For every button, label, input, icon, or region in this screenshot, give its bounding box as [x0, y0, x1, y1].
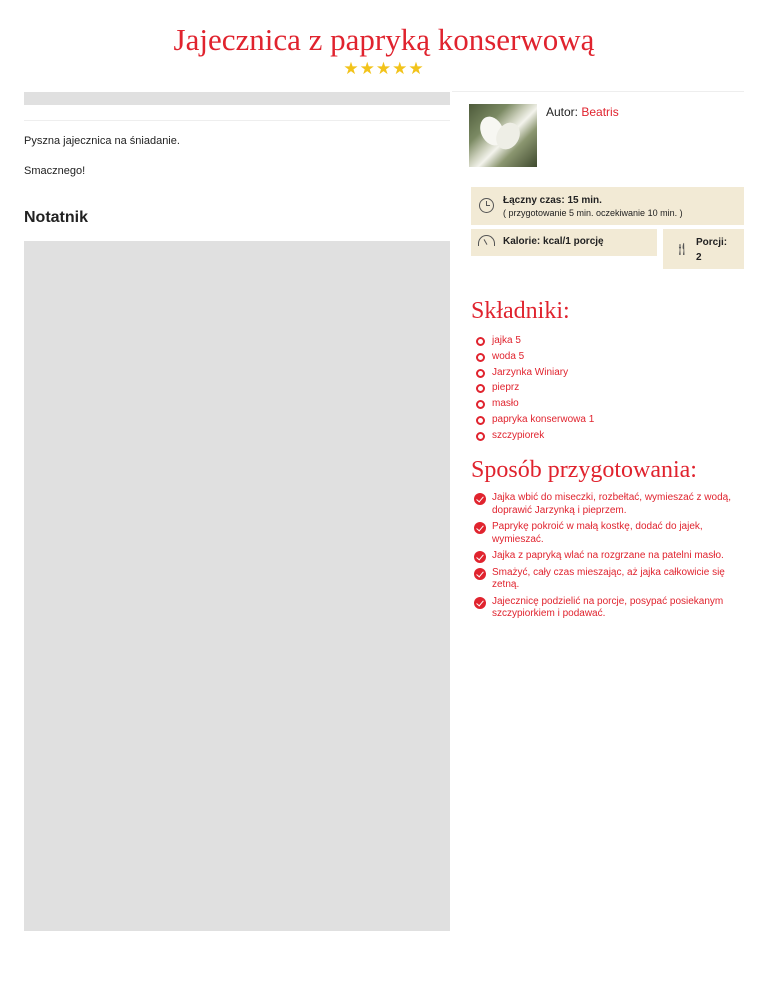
list-item[interactable]: papryka konserwowa 1	[475, 412, 594, 428]
check-icon	[474, 522, 486, 534]
bullet-icon	[476, 384, 485, 393]
recipe-title: Jajecznica z papryką konserwową	[173, 22, 595, 57]
time-panel	[471, 187, 744, 225]
check-icon	[474, 568, 486, 580]
description-text-2: Smacznego!	[24, 165, 86, 177]
description-text: Pyszna jajecznica na śniadanie.	[24, 135, 180, 147]
bullet-icon	[476, 353, 485, 362]
gauge-icon	[478, 235, 495, 246]
check-icon	[474, 551, 486, 563]
step-item[interactable]: Smażyć, cały czas mieszając, aż jajka całkowicie się zetną.	[474, 567, 744, 592]
check-icon	[474, 493, 486, 505]
total-time: Łączny czas: 15 min.	[503, 195, 602, 206]
step-item[interactable]: Jajka z papryką wlać na rozgrzane na patelni masło.	[474, 550, 744, 563]
list-item[interactable]: szczypiorek	[475, 428, 594, 444]
rating-stars[interactable]: ★★★★★	[343, 59, 425, 78]
author-avatar[interactable]	[469, 104, 537, 167]
steps-title: Sposób przygotowania:	[471, 457, 697, 483]
ingredients-title: Składniki:	[471, 298, 570, 324]
portions-text	[696, 235, 727, 265]
ingredients-list	[475, 333, 594, 444]
author-link[interactable]: Beatris	[581, 105, 619, 119]
list-item[interactable]: Jarzynka Winiary	[475, 365, 594, 381]
calories-text: Kalorie: kcal/1 porcję	[503, 236, 604, 247]
portions-value: 2	[696, 252, 702, 263]
check-icon	[474, 597, 486, 609]
list-item[interactable]: woda 5	[475, 349, 594, 365]
clock-icon	[479, 198, 494, 213]
notes-title: Notatnik	[24, 209, 88, 226]
bullet-icon	[476, 400, 485, 409]
notes-area[interactable]	[24, 241, 450, 931]
top-placeholder-bar	[24, 92, 450, 105]
author-label: Autor:	[546, 105, 579, 119]
time-detail: ( przygotowanie 5 min. oczekiwanie 10 min. )	[503, 208, 683, 218]
step-item[interactable]: Jajecznicę podzielić na porcje, posypać posiekanym szczypiorkiem i podawać.	[474, 596, 744, 621]
list-item[interactable]: masło	[475, 396, 594, 412]
divider	[452, 91, 744, 92]
list-item[interactable]: pieprz	[475, 380, 594, 396]
list-item[interactable]: jajka 5	[475, 333, 594, 349]
steps-list	[474, 492, 744, 625]
step-item[interactable]: Paprykę pokroić w małą kostkę, dodać do jajek, wymieszać.	[474, 521, 744, 546]
portions-label: Porcji:	[696, 237, 728, 248]
bullet-icon	[476, 416, 485, 425]
bullet-icon	[476, 369, 485, 378]
author-line	[546, 105, 619, 119]
bullet-icon	[476, 432, 485, 441]
step-item[interactable]: Jajka wbić do miseczki, rozbełtać, wymieszać z wodą, doprawić Jarzynką i pieprzem.	[474, 492, 744, 517]
bullet-icon	[476, 337, 485, 346]
cutlery-icon: 🍴︎	[674, 242, 690, 256]
